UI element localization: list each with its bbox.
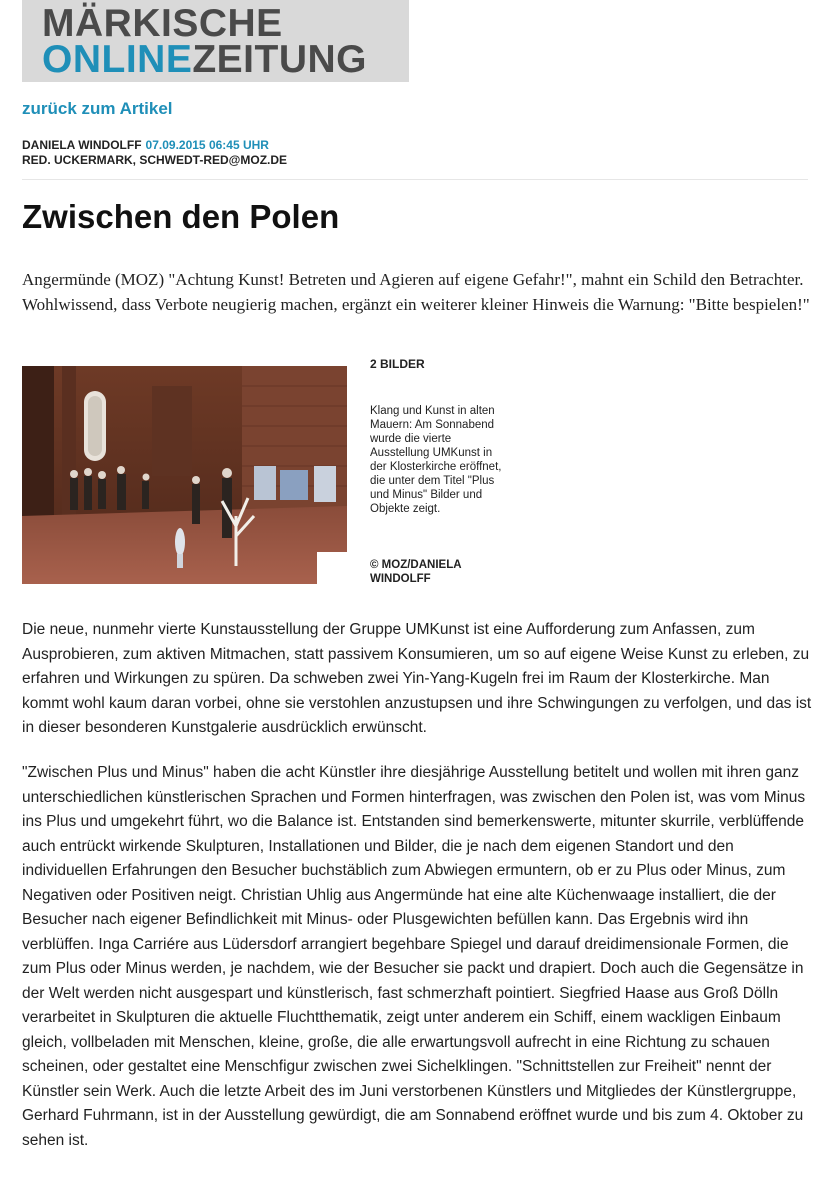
article-lead: Angermünde (MOZ) "Achtung Kunst! Betreten und Agieren auf eigene Gefahr!", mahnt ein Schild den Betrachter. Wohlwissend, dass Verbote neugierig machen, ergänzt ein weiterer kleiner Hinweis die Warnung: "Bitte bespielen!" bbox=[22, 270, 810, 314]
exhibition-photo-illustration bbox=[22, 366, 347, 584]
article-paragraph: "Zwischen Plus und Minus" haben die acht Künstler ihre diesjährige Ausstellung betitelt und wollen mit ihren ganz unterschiedlichen künstlerischen Sprachen und Formen hinterfragen, was zwischen den Polen ist, was vom Minus ins Plus und umgekehrt führt, wo die Balance ist. Entstanden sind bemerkenswerte, mitunter skurrile, verblüffende auch entrückt wirkende Skulpturen, Installationen und Bilder, die je nach dem eigenen Standort und den individuellen Erfahrungen den Besucher buchstäblich zum Abwiegen ermuntern, ob er zu Plus oder Minus, zum Negativen oder Positiven neigt. Christian Uhlig aus Angermünde hat eine alte Küchenwaage installiert, die der Besucher nach eigener Befindlichkeit mit Minus- oder Plusgewichten befüllen kann. Das Ergebnis wird ihn verblüffen. Inga Carriére aus Lüdersdorf arrangiert begehbare Spiegel und darauf dreidimensionale Formen, die zum Plus oder Minus werden, je nachdem, wie der Besucher sie packt und drapiert. Doch auch die Gegensätze in der Welt werden nicht ausgespart und künstlerisch, fast schmerzhaft pointiert. Siegfried Haase aus Groß Dölln verarbeitet in Skulpturen die aktuelle Fluchtthematik, zeigt unter anderem ein Schiff, einem wackligen Einbaum gleich, vollbeladen mit Menschen, kleine, große, die alle erwartungsvoll aufrecht in eine Richtung zu schauen scheinen, oder gestaltet eine Menschfigur zwischen zwei Sichelklingen. "Schnittstellen zur Freiheit" nennt der Künstler sein Werk. Auch die letzte Arbeit des im Juni verstorbenen Künstlers und Mitgliedes der Künstlergruppe, Gerhard Fuhrmann, ist in der Ausstellung gewürdigt, die am Sonnabend eröffnet wurde und bis zum 4. Oktober zu sehen ist. bbox=[22, 764, 806, 1149]
byline bbox=[22, 138, 287, 168]
author-contact: RED. UCKERMARK, SCHWEDT-RED@MOZ.DE bbox=[22, 153, 288, 167]
publish-datetime: 07.09.2015 06:45 UHR bbox=[145, 138, 269, 152]
header-divider bbox=[22, 179, 808, 180]
logo-online: ONLINE bbox=[42, 38, 193, 81]
article-headline: Zwischen den Polen bbox=[22, 198, 340, 235]
moz-logo[interactable] bbox=[22, 0, 409, 82]
article-photo[interactable] bbox=[22, 366, 347, 584]
gallery-count[interactable]: 2 BILDER bbox=[370, 357, 425, 371]
logo-line-1: MÄRKISCHE bbox=[42, 2, 283, 45]
photo-caption: Klang und Kunst in alten Mauern: Am Sonnabend wurde die vierte Ausstellung UMKunst in der Klosterkirche eröffnet, die unter dem Titel "Plus und Minus" Bilder und Objekte zeigt. bbox=[370, 405, 502, 515]
author-name: DANIELA WINDOLFF bbox=[22, 138, 142, 152]
logo-line-2 bbox=[42, 40, 367, 80]
logo-zeitung: ZEITUNG bbox=[192, 38, 368, 81]
back-to-article-link[interactable]: zurück zum Artikel bbox=[22, 99, 173, 118]
photo-credit: © MOZ/DANIELA WINDOLFF bbox=[370, 559, 462, 585]
article-paragraph: Die neue, nunmehr vierte Kunstausstellung der Gruppe UMKunst ist eine Aufforderung zum Anfassen, zum Ausprobieren, zum aktiven Mitmachen, statt passivem Konsumieren, um so auf eigene Weise Kunst zu erleben, zu erfahren und Wirkungen zu spüren. Da schweben zwei Yin-Yang-Kugeln frei im Raum der Klosterkirche. Man kommt wohl kaum daran vorbei, ohne sie verstohlen anzustupsen und ihre Schwingungen zu verfolgen, und das ist in dieser besonderen Kunstgalerie ausdrücklich erwünscht. bbox=[22, 621, 812, 736]
